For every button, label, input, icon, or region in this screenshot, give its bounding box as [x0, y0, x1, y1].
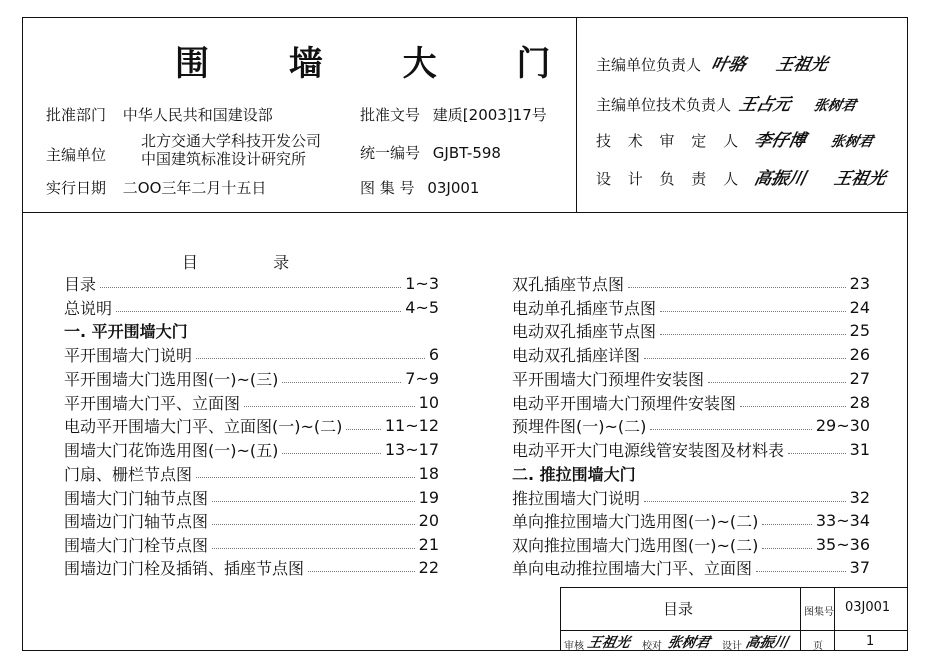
- meta-unified-no: [360, 142, 501, 163]
- signature-row-tech: [596, 90, 856, 115]
- toc-page: 22: [418, 557, 439, 577]
- toc-page: 33~34: [815, 510, 870, 530]
- toc-entry: [64, 393, 439, 411]
- toc-leader: [740, 406, 846, 407]
- toc-leader: [116, 311, 401, 312]
- title-block-page-no: 1: [866, 634, 875, 649]
- toc-leader: [100, 287, 401, 288]
- meta-editor-unit: [46, 144, 106, 165]
- toc-page: 37: [849, 557, 870, 577]
- toc-entry: [512, 488, 870, 506]
- toc-page: 6: [428, 344, 439, 364]
- title-block-atlas-no: 03J001: [845, 600, 891, 615]
- title-block-review-label: 审核: [564, 641, 584, 652]
- toc-label: 电动双孔插座节点图: [512, 321, 657, 341]
- toc-entry: [64, 416, 439, 434]
- toc-leader: [762, 548, 811, 549]
- toc-leader: [282, 453, 380, 454]
- title-block-mid: [560, 630, 908, 631]
- toc-leader: [308, 571, 415, 572]
- meta-key: 批准文号: [360, 106, 421, 124]
- toc-label: 电动平开围墙大门平、立面图(一)~(二): [64, 416, 343, 436]
- meta-approval-doc: [360, 104, 547, 125]
- meta-key: 图 集 号: [360, 179, 415, 197]
- handwritten-signature: 李仔博: [752, 131, 808, 151]
- handwritten-signature: 王祖光: [773, 55, 830, 75]
- meta-value: 中华人民共和国建设部: [122, 106, 273, 124]
- meta-key: 统一编号: [360, 144, 421, 162]
- toc-entry: [64, 369, 439, 387]
- toc-page: 13~17: [384, 439, 439, 459]
- toc-label: 电动平开大门电源线管安装图及材料表: [512, 440, 785, 460]
- title-block-page-label: 页: [813, 641, 823, 652]
- title-block-col2: [834, 587, 835, 651]
- meta-key: 批准部门: [46, 106, 107, 124]
- toc-label: 电动单孔插座节点图: [512, 298, 657, 318]
- toc-page: 10: [418, 392, 439, 412]
- toc-page: 23: [849, 273, 870, 293]
- toc-page: 28: [849, 392, 870, 412]
- handwritten-signature: 张树君: [811, 98, 858, 114]
- toc-leader: [212, 501, 415, 502]
- toc-entry: [64, 511, 439, 529]
- meta-value: GJBT-598: [432, 144, 501, 162]
- toc-leader: [650, 429, 811, 430]
- toc-page: 26: [849, 344, 870, 364]
- toc-entry: [512, 558, 870, 576]
- signature-row-design: [596, 164, 886, 189]
- toc-leader: [788, 453, 846, 454]
- toc-entry: [64, 440, 439, 458]
- toc-label: 围墙边门门栓及插销、插座节点图: [64, 558, 305, 578]
- toc-label: 平开围墙大门说明: [64, 345, 193, 365]
- toc-entry: [512, 440, 870, 458]
- toc-label: 围墙边门门轴节点图: [64, 511, 209, 531]
- toc-entry: [512, 535, 870, 553]
- toc-entry: [64, 274, 439, 292]
- toc-entry: [64, 345, 439, 363]
- toc-label: 一. 平开围墙大门: [64, 321, 188, 341]
- toc-label: 平开围墙大门选用图(一)~(三): [64, 369, 279, 389]
- signature-role: 设 计 负 责 人: [596, 170, 745, 188]
- toc-entry: [512, 416, 870, 434]
- handwritten-signature: 高振川: [752, 169, 808, 189]
- toc-label: 围墙大门花饰选用图(一)~(五): [64, 440, 279, 460]
- meta-approval-dept: [46, 104, 273, 125]
- toc-leader: [244, 406, 415, 407]
- handwritten-signature: 叶骆: [709, 55, 748, 75]
- toc-page: 29~30: [815, 415, 870, 435]
- toc-entry: [512, 369, 870, 387]
- toc-leader: [196, 358, 425, 359]
- meta-atlas-no: [360, 177, 479, 198]
- title-block-name: 目录: [663, 600, 694, 618]
- toc-entry: [512, 274, 870, 292]
- toc-label: 总说明: [64, 298, 113, 318]
- toc-entry: [512, 321, 870, 339]
- toc-label: 平开围墙大门平、立面图: [64, 393, 241, 413]
- toc-leader: [644, 501, 846, 502]
- signature-role: 主编单位技术负责人: [596, 96, 732, 114]
- toc-label: 预埋件图(一)~(二): [512, 416, 647, 436]
- toc-label: 目录: [64, 274, 97, 294]
- title-block-design-label: 设计: [722, 641, 742, 652]
- toc-page: 24: [849, 297, 870, 317]
- signature-row-review: [596, 126, 873, 151]
- toc-label: 单向推拉围墙大门选用图(一)~(二): [512, 511, 759, 531]
- toc-entry: [64, 464, 439, 482]
- title-block-top: [560, 587, 908, 588]
- toc-page: 18: [418, 463, 439, 483]
- toc-leader: [708, 382, 846, 383]
- toc-page: 32: [849, 487, 870, 507]
- meta-editor-unit-values: [141, 132, 321, 168]
- toc-leader: [660, 311, 846, 312]
- meta-key: 主编单位: [46, 146, 107, 164]
- toc-page: 19: [418, 487, 439, 507]
- signature-role: 技 术 审 定 人: [596, 132, 745, 150]
- toc-entry: [64, 298, 439, 316]
- meta-value: 建质[2003]17号: [432, 106, 547, 124]
- toc-label: 单向电动推拉围墙大门平、立面图: [512, 558, 753, 578]
- toc-label: 二. 推拉围墙大门: [512, 464, 636, 484]
- toc-leader: [762, 524, 811, 525]
- toc-page: 27: [849, 368, 870, 388]
- signature-row-chief: [596, 50, 828, 75]
- toc-leader: [756, 571, 846, 572]
- toc-entry: [512, 393, 870, 411]
- handwritten-signature: 张树君: [828, 134, 875, 150]
- toc-label: 围墙大门门轴节点图: [64, 488, 209, 508]
- toc-entry: [512, 298, 870, 316]
- toc-page: 11~12: [384, 415, 439, 435]
- handwritten-signature: 王祖光: [831, 169, 888, 189]
- toc-leader: [212, 548, 415, 549]
- meta-key: 实行日期: [46, 179, 107, 197]
- toc-section: [64, 321, 439, 339]
- title-block-atlas-label: 图集号: [804, 607, 834, 618]
- title-block-check-label: 校对: [642, 641, 662, 652]
- toc-leader: [346, 429, 380, 430]
- page-title: 围 墙 大 门: [175, 44, 585, 84]
- toc-entry: [64, 535, 439, 553]
- toc-leader: [282, 382, 401, 383]
- handwritten-signature: 高振川: [744, 635, 790, 651]
- toc-label: 电动双孔插座详图: [512, 345, 641, 365]
- toc-label: 双向推拉围墙大门选用图(一)~(二): [512, 535, 759, 555]
- toc-label: 电动平开围墙大门预埋件安装图: [512, 393, 737, 413]
- toc-leader: [196, 477, 415, 478]
- toc-leader: [212, 524, 415, 525]
- toc-label: 平开围墙大门预埋件安装图: [512, 369, 705, 389]
- toc-leader: [660, 334, 846, 335]
- title-block-left: [560, 587, 561, 651]
- meta-effective-date: [46, 177, 266, 198]
- toc-entry: [64, 558, 439, 576]
- meta-value: 二OO三年二月十五日: [122, 179, 267, 197]
- handwritten-signature: 王祖光: [586, 635, 632, 651]
- toc-page: 7~9: [405, 368, 439, 388]
- toc-entry: [64, 488, 439, 506]
- toc-entry: [512, 345, 870, 363]
- handwritten-signature: 张树君: [666, 635, 712, 651]
- toc-label: 围墙大门门栓节点图: [64, 535, 209, 555]
- meta-value: 03J001: [427, 179, 480, 197]
- toc-page: 20: [418, 510, 439, 530]
- toc-page: 4~5: [405, 297, 439, 317]
- toc-page: 1~3: [405, 273, 439, 293]
- toc-page: 21: [418, 534, 439, 554]
- toc-leader: [644, 358, 846, 359]
- handwritten-signature: 王占元: [737, 95, 793, 115]
- toc-page: 31: [849, 439, 870, 459]
- toc-page: 35~36: [815, 534, 870, 554]
- meta-value: 北方交通大学科技开发公司: [141, 132, 322, 150]
- meta-value-2: 中国建筑标准设计研究所: [141, 150, 307, 168]
- toc-label: 推拉围墙大门说明: [512, 488, 641, 508]
- toc-leader: [628, 287, 846, 288]
- toc-title: 目 录: [182, 253, 290, 272]
- toc-section: [512, 464, 870, 482]
- header-divider: [22, 212, 908, 213]
- title-block-col1: [800, 587, 801, 651]
- toc-label: 门扇、栅栏节点图: [64, 464, 193, 484]
- toc-page: 25: [849, 320, 870, 340]
- signature-role: 主编单位负责人: [596, 56, 702, 74]
- toc-label: 双孔插座节点图: [512, 274, 625, 294]
- toc-entry: [512, 511, 870, 529]
